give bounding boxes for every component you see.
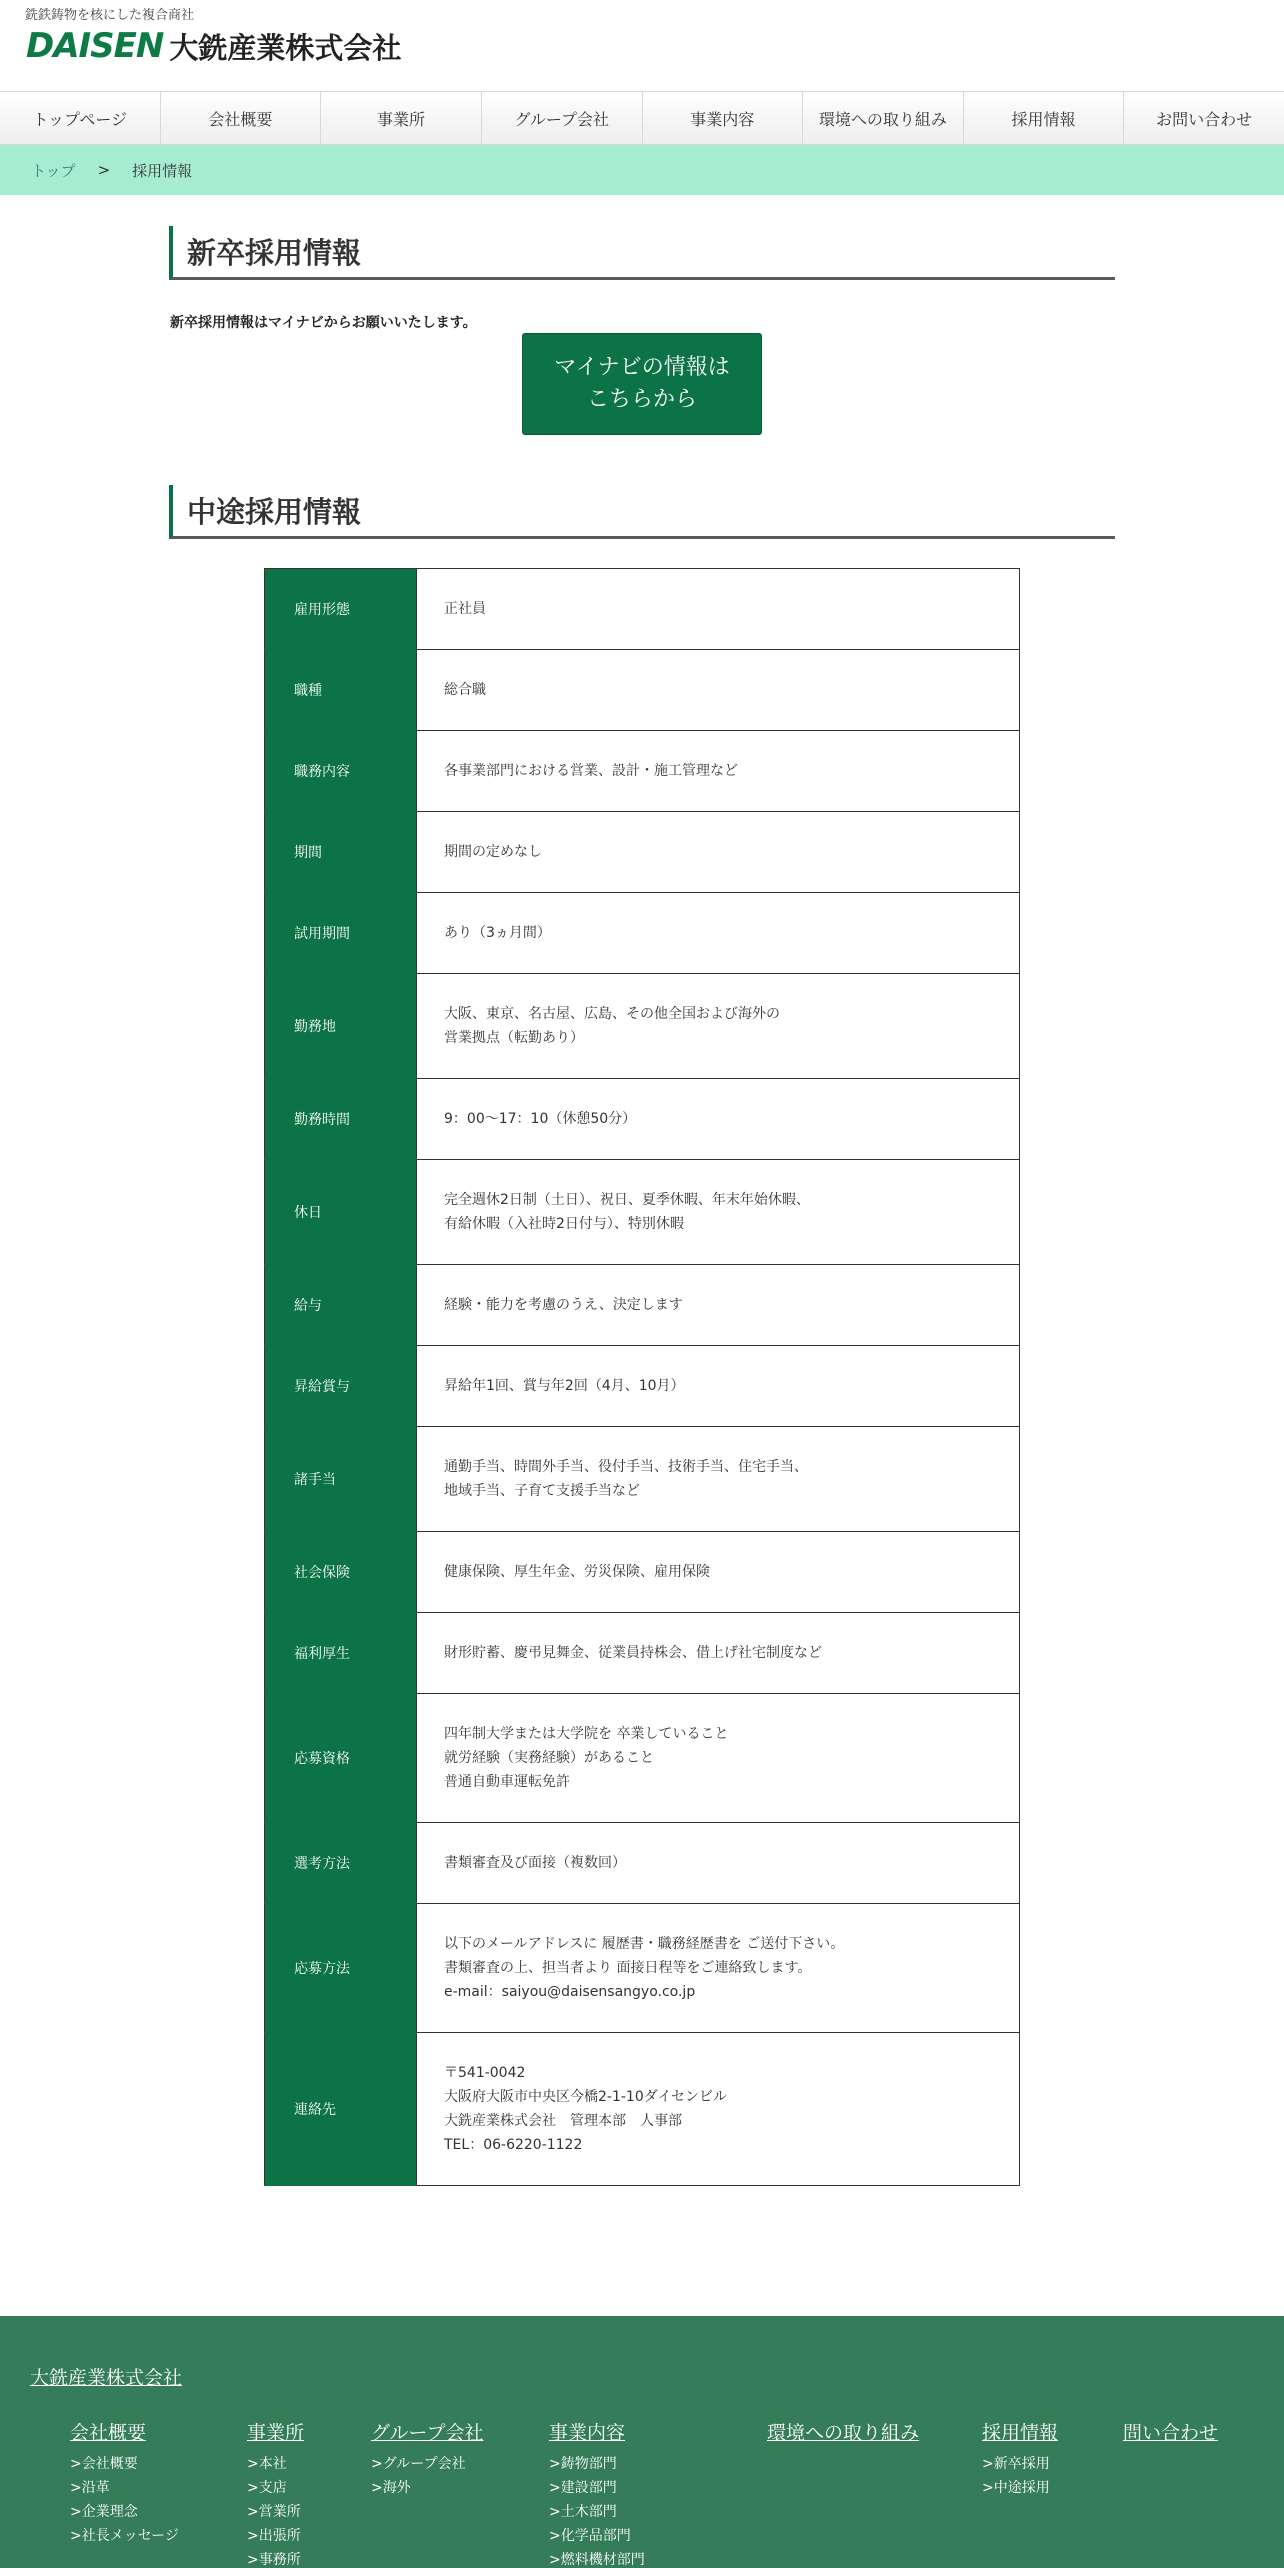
footer-link[interactable]: >事務所 xyxy=(247,2552,301,2568)
mid-career-heading: 中途採用情報 xyxy=(169,485,1115,539)
table-row xyxy=(265,1346,1020,1427)
footer-column-title[interactable]: 会社概要 xyxy=(70,2422,147,2444)
table-row xyxy=(265,2033,1020,2186)
footer-column-company xyxy=(70,2418,179,2548)
table-row xyxy=(265,1694,1020,1823)
footer-column-environment xyxy=(767,2418,919,2452)
footer-link[interactable]: >化学品部門 xyxy=(549,2528,631,2544)
new-grad-heading: 新卒採用情報 xyxy=(169,226,1115,280)
row-label: 連絡先 xyxy=(265,2033,417,2186)
table-row xyxy=(265,1265,1020,1346)
table-row xyxy=(265,1532,1020,1613)
site-tagline: 銑鉄鋳物を核にした複合商社 xyxy=(25,8,195,23)
footer-column-title[interactable]: 採用情報 xyxy=(982,2422,1059,2444)
row-value: 期間の定めなし xyxy=(417,812,1020,893)
nav-item-offices[interactable]: 事業所 xyxy=(321,92,482,144)
footer-link[interactable]: >営業所 xyxy=(247,2504,301,2520)
new-grad-notice: 新卒採用情報はマイナビからお願いいたします。 xyxy=(170,315,477,331)
footer-link[interactable]: >本社 xyxy=(247,2456,287,2472)
row-label: 給与 xyxy=(265,1265,417,1346)
table-row xyxy=(265,974,1020,1079)
footer-link[interactable]: >海外 xyxy=(371,2480,411,2496)
row-value: 四年制大学または大学院を 卒業していること 就労経験（実務経験）があること 普通自動車運転免許 xyxy=(417,1694,1020,1823)
row-label: 福利厚生 xyxy=(265,1613,417,1694)
footer-link[interactable]: >支店 xyxy=(247,2480,287,2496)
footer-column-title[interactable]: 事業内容 xyxy=(549,2422,626,2444)
breadcrumb-separator: > xyxy=(97,161,111,179)
logo-company-name: 大銑産業株式会社 xyxy=(169,30,402,65)
logo-mark: DAISEN xyxy=(26,26,164,66)
row-value: 9：00～17：10（休憩50分） xyxy=(417,1079,1020,1160)
row-value: 通勤手当、時間外手当、役付手当、技術手当、住宅手当、 地域手当、子育て支援手当など xyxy=(417,1427,1020,1532)
row-label: 試用期間 xyxy=(265,893,417,974)
table-row xyxy=(265,893,1020,974)
row-label: 雇用形態 xyxy=(265,569,417,650)
footer-link[interactable]: >グループ会社 xyxy=(371,2456,466,2472)
footer-link[interactable]: >燃料機材部門 xyxy=(549,2552,645,2568)
mynavi-button[interactable]: マイナビの情報は こちらから xyxy=(522,333,762,435)
row-label: 選考方法 xyxy=(265,1823,417,1904)
table-row xyxy=(265,1823,1020,1904)
site-footer xyxy=(0,2316,1284,2568)
row-value: 完全週休2日制（土日）、祝日、夏季休暇、年末年始休暇、 有給休暇（入社時2日付与）、特別休暇 xyxy=(417,1160,1020,1265)
footer-column-offices xyxy=(247,2418,304,2568)
nav-item-company[interactable]: 会社概要 xyxy=(161,92,322,144)
row-label: 勤務時間 xyxy=(265,1079,417,1160)
row-label: 職務内容 xyxy=(265,731,417,812)
footer-company-link[interactable]: 大銑産業株式会社 xyxy=(30,2367,183,2389)
footer-link[interactable]: >企業理念 xyxy=(70,2504,138,2520)
table-row xyxy=(265,1160,1020,1265)
breadcrumb-home-link[interactable]: トップ xyxy=(31,161,76,180)
row-value: あり（3ヵ月間） xyxy=(417,893,1020,974)
row-value: 経験・能力を考慮のうえ、決定します xyxy=(417,1265,1020,1346)
footer-column-title[interactable]: グループ会社 xyxy=(371,2422,484,2444)
footer-column-title[interactable]: 環境への取り組み xyxy=(767,2422,920,2444)
row-label: 社会保険 xyxy=(265,1532,417,1613)
nav-item-environment[interactable]: 環境への取り組み xyxy=(803,92,964,144)
row-value: 総合職 xyxy=(417,650,1020,731)
row-label: 休日 xyxy=(265,1160,417,1265)
row-value: 正社員 xyxy=(417,569,1020,650)
footer-link[interactable]: >土木部門 xyxy=(549,2504,617,2520)
breadcrumb xyxy=(0,145,1284,195)
footer-column-recruit xyxy=(982,2418,1058,2500)
footer-column-contact xyxy=(1123,2418,1218,2452)
row-value: 以下のメールアドレスに 履歴書・職務経歴書を ご送付下さい。 書類審査の上、担当者より 面接日程等をご連絡致します。 e-mail：saiyou@daisensangyo.co.jp xyxy=(417,1904,1020,2033)
footer-link[interactable]: >鋳物部門 xyxy=(549,2456,617,2472)
row-value: 書類審査及び面接（複数回） xyxy=(417,1823,1020,1904)
table-row xyxy=(265,1904,1020,2033)
footer-column-group xyxy=(371,2418,483,2500)
footer-link[interactable]: >沿革 xyxy=(70,2480,110,2496)
footer-column-business xyxy=(549,2418,645,2568)
breadcrumb-current: 採用情報 xyxy=(132,161,193,180)
mid-career-table xyxy=(264,568,1020,2186)
row-label: 応募方法 xyxy=(265,1904,417,2033)
footer-link[interactable]: >新卒採用 xyxy=(982,2456,1050,2472)
row-label: 応募資格 xyxy=(265,1694,417,1823)
footer-column-title[interactable]: 事業所 xyxy=(247,2422,305,2444)
nav-item-contact[interactable]: お問い合わせ xyxy=(1156,109,1253,129)
table-row xyxy=(265,569,1020,650)
row-label: 勤務地 xyxy=(265,974,417,1079)
footer-link[interactable]: >出張所 xyxy=(247,2528,301,2544)
table-row xyxy=(265,731,1020,812)
nav-item-business[interactable]: 事業内容 xyxy=(643,92,804,144)
row-label: 期間 xyxy=(265,812,417,893)
footer-link[interactable]: >中途採用 xyxy=(982,2480,1050,2496)
row-value: 財形貯蓄、慶弔見舞金、従業員持株会、借上げ社宅制度など xyxy=(417,1613,1020,1694)
table-row xyxy=(265,1079,1020,1160)
row-value: 健康保険、厚生年金、労災保険、雇用保険 xyxy=(417,1532,1020,1613)
row-value: 各事業部門における営業、設計・施工管理など xyxy=(417,731,1020,812)
table-row xyxy=(265,650,1020,731)
site-header xyxy=(0,0,1284,92)
nav-item-group[interactable]: グループ会社 xyxy=(482,92,643,144)
table-row xyxy=(265,1427,1020,1532)
row-value: 〒541-0042 大阪府大阪市中央区今橋2-1-10ダイセンビル 大銑産業株式会社 管理本部 人事部 TEL：06-6220-1122 xyxy=(417,2033,1020,2186)
row-value: 大阪、東京、名古屋、広島、その他全国および海外の 営業拠点（転勤あり） xyxy=(417,974,1020,1079)
footer-link[interactable]: >社長メッセージ xyxy=(70,2528,179,2544)
footer-link[interactable]: >建設部門 xyxy=(549,2480,617,2496)
footer-link[interactable]: >会社概要 xyxy=(70,2456,138,2472)
table-row xyxy=(265,812,1020,893)
footer-column-title[interactable]: 問い合わせ xyxy=(1123,2422,1219,2444)
nav-item-top[interactable]: トップページ xyxy=(0,92,161,144)
table-row xyxy=(265,1613,1020,1694)
row-label: 諸手当 xyxy=(265,1427,417,1532)
global-nav xyxy=(0,91,1284,145)
row-label: 職種 xyxy=(265,650,417,731)
row-value: 昇給年1回、賞与年2回（4月、10月） xyxy=(417,1346,1020,1427)
site-logo[interactable] xyxy=(26,25,401,67)
nav-item-recruit[interactable]: 採用情報 xyxy=(964,92,1125,144)
row-label: 昇給賞与 xyxy=(265,1346,417,1427)
